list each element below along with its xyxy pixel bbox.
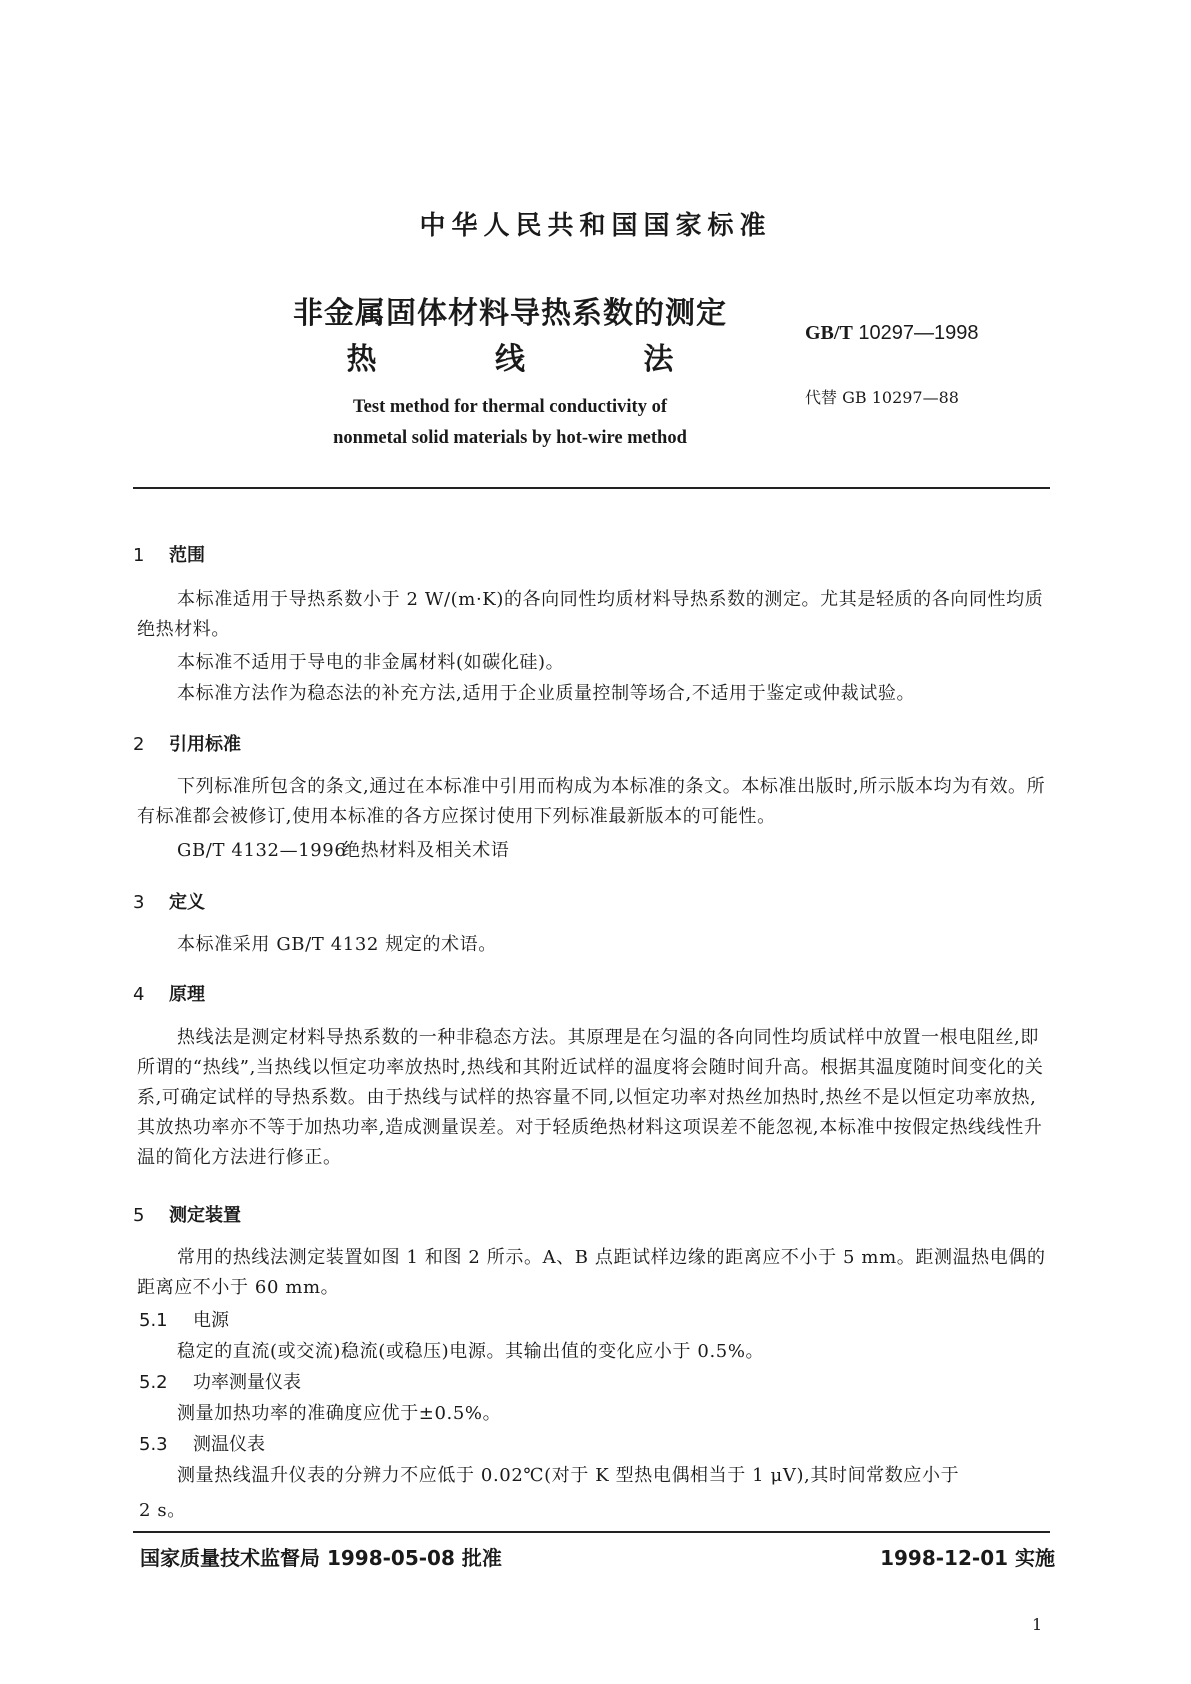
section-number: 1 [133, 545, 145, 566]
replaces-note: 代替 GB 10297—88 [805, 388, 959, 407]
section-3-heading [133, 888, 205, 914]
implementation-date: 1998-12-01 实施 [880, 1546, 1055, 1570]
section-title: 原理 [169, 984, 205, 1005]
section-4-paragraph-1 [137, 1023, 1050, 1173]
paragraph-text: 常用的热线法测定装置如图 1 和图 2 所示。A、B 点距试样边缘的距离应不小于 5 mm。距测温热电偶的距离应不小于 60 mm。 [137, 1247, 1046, 1298]
subsection-title: 功率测量仪表 [193, 1372, 301, 1393]
subsection-number: 5.3 [139, 1434, 168, 1455]
paragraph-text: 热线法是测定材料导热系数的一种非稳态方法。其原理是在匀温的各向同性均质试样中放置一根电阻丝,即所谓的“热线”,当热线以恒定功率放热时,热线和其附近试样的温度将会随时间升高。根据其温度随时间变化的关系,可确定试样的导热系数。由于热线与试样的热容量不同,以恒定功率对热丝加热时,热丝不是以恒定功率放热,其放热功率亦不等于加热功率,造成测量误差。对于轻质绝热材料这项误差不能忽视,本标准中按假定热线线性升温的简化方法进行修正。 [137, 1027, 1044, 1168]
section-5-paragraph-1 [137, 1243, 1050, 1303]
section-title: 引用标准 [169, 734, 241, 755]
paragraph-text: 下列标准所包含的条文,通过在本标准中引用而构成为本标准的条文。本标准出版时,所示版本均为有效。所有标准都会被修订,使用本标准的各方应探讨使用下列标准最新版本的可能性。 [137, 776, 1046, 827]
section-number: 3 [133, 892, 145, 913]
subsection-5-2-text: 测量加热功率的准确度应优于±0.5%。 [177, 1403, 502, 1424]
subsection-number: 5.2 [139, 1372, 168, 1393]
title-en-line-1: Test method for thermal conductivity of [353, 397, 667, 417]
document-title-cn: 非金属固体材料导热系数的测定 [293, 296, 727, 331]
section-4-heading [133, 980, 205, 1006]
section-number: 2 [133, 734, 145, 755]
subsection-5-1-heading [139, 1306, 229, 1332]
section-1-heading [133, 541, 205, 567]
section-2-paragraph-1 [137, 772, 1050, 832]
title-en-line-2: nonmetal solid materials by hot-wire method [333, 428, 687, 448]
section-number: 5 [133, 1205, 145, 1226]
standard-code: 10297—1998 [858, 322, 979, 344]
footer-divider [133, 1531, 1050, 1533]
section-1-paragraph-1 [137, 585, 1050, 645]
subsection-title: 电源 [193, 1310, 229, 1331]
document-title-en [285, 392, 735, 454]
paragraph-text: 本标准适用于导热系数小于 2 W/(m·K)的各向同性均质材料导热系数的测定。尤其是轻质的各向同性均质绝热材料。 [137, 589, 1044, 640]
subsection-5-3-text-line-1: 测量热线温升仪表的分辨力不应低于 0.02℃(对于 K 型热电偶相当于 1 μV),其时间常数应小于 [177, 1465, 960, 1486]
subsection-title: 测温仪表 [193, 1434, 265, 1455]
section-3-paragraph-1: 本标准采用 GB/T 4132 规定的术语。 [177, 934, 497, 955]
reference-code: GB/T 4132—1996 [177, 840, 347, 861]
section-title: 测定装置 [169, 1205, 241, 1226]
standard-number [805, 322, 978, 345]
section-title: 定义 [169, 892, 205, 913]
header-divider [133, 487, 1050, 489]
referenced-standard [177, 836, 509, 862]
section-1-paragraph-2: 本标准不适用于导电的非金属材料(如碳化硅)。 [177, 652, 565, 673]
approval-date: 国家质量技术监督局 1998-05-08 批准 [140, 1546, 502, 1570]
section-5-heading [133, 1201, 241, 1227]
subsection-5-1-text: 稳定的直流(或交流)稳流(或稳压)电源。其输出值的变化应小于 0.5%。 [177, 1341, 765, 1362]
section-2-heading [133, 730, 241, 756]
section-title: 范围 [169, 545, 205, 566]
subsection-5-3-heading [139, 1430, 265, 1456]
subsection-5-2-heading [139, 1368, 301, 1394]
standard-prefix: GB/T [805, 322, 853, 344]
section-1-paragraph-3: 本标准方法作为稳态法的补充方法,适用于企业质量控制等场合,不适用于鉴定或仲裁试验。 [177, 683, 916, 704]
document-subtitle-cn: 热 线 法 [346, 342, 728, 377]
national-standard-label: 中华人民共和国国家标准 [419, 211, 772, 241]
subsection-number: 5.1 [139, 1310, 168, 1331]
subsection-5-3-text-line-2: 2 s。 [139, 1500, 186, 1521]
section-number: 4 [133, 984, 145, 1005]
reference-title: 绝热材料及相关术语 [342, 840, 510, 861]
page-number: 1 [1032, 1615, 1043, 1634]
